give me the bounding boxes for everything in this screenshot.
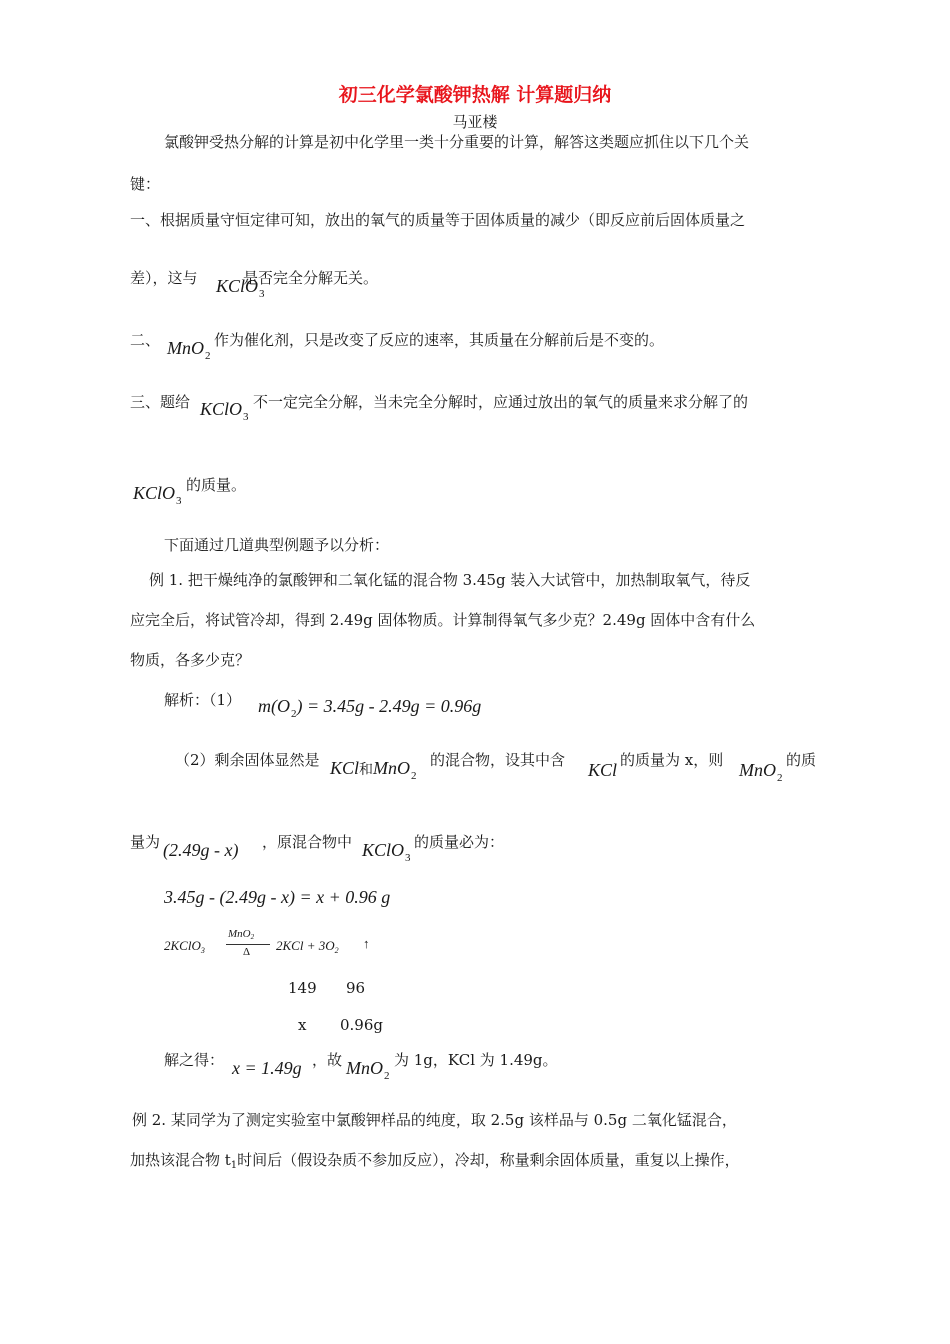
example-2-line-2: 加热该混合物 $t_1$时间后（假设杂质不参加反应），冷却，称量剩余固体质量，重复以上操作， <box>130 1151 740 1171</box>
step-2-end: 的质 <box>786 751 817 769</box>
reaction-arrow-line <box>226 944 270 945</box>
step-2-mass-x: 的质量为 x，则 <box>620 751 724 769</box>
formula-mno2: MnO$_2$ <box>167 338 211 362</box>
ratio-x: x <box>298 1016 307 1034</box>
formula-mno2: MnO$_2$ <box>346 1058 390 1082</box>
step-3-middle: ，原混合物中 <box>262 833 353 851</box>
ratio-96: 96 <box>346 979 366 997</box>
step-2-start: （2）剩余固体显然是 <box>175 751 320 769</box>
ratio-149: 149 <box>288 979 317 997</box>
catalyst-mno2: MnO2 <box>228 928 255 941</box>
formula-kclo3: KClO$_3$ <box>362 840 411 864</box>
formula-kcl-and-mno2: KCl和MnO$_2$ <box>330 758 417 782</box>
point-1-line-1: 一、根据质量守恒定律可知，放出的氧气的质量等于固体质量的减少（即反应前后固体质量之 <box>130 211 746 229</box>
expression-mno2-mass: (2.49g - x) <box>163 840 239 860</box>
solution-result: 为 1g，KCl 为 1.49g。 <box>394 1051 558 1069</box>
step-3-end: 的质量必为： <box>414 833 505 851</box>
equation-oxygen-mass: $m(O_2) = 3.45g - 2.49g = 0.96g$ <box>258 696 482 720</box>
example-1-line-3: 物质，各多少克？ <box>130 651 251 669</box>
step-3-start: 量为 <box>130 833 161 851</box>
formula-mno2: MnO$_2$ <box>739 760 783 784</box>
point-1-line-2-start: 差），这与 <box>130 269 198 287</box>
intro-line-1: 氯酸钾受热分解的计算是初中化学里一类十分重要的计算，解答这类题应抓住以下几个关 <box>164 133 750 151</box>
ratio-0-96g: 0.96g <box>340 1016 384 1034</box>
formula-kcl: KCl <box>588 760 618 780</box>
point-1-line-2-end: 是否完全分解无关。 <box>243 269 379 287</box>
analysis-label: 解析：（1） <box>164 691 242 709</box>
point-3-label: 三、题给 <box>130 393 191 411</box>
reactant-kclo3: 2KClO$_3$ <box>164 938 205 955</box>
lead-text: 下面通过几道典型例题予以分析： <box>164 536 390 554</box>
solution-therefore: ，故 <box>312 1051 343 1069</box>
point-2-label: 二、 <box>130 331 161 349</box>
solution-equation: x = 1.49g <box>232 1058 302 1078</box>
author-name: 马亚楼 <box>452 113 498 131</box>
heat-symbol: Δ <box>243 946 251 958</box>
example-1-line-2: 应完全后，将试管冷却，得到 2.49g 固体物质。计算制得氧气多少克？2.49g 固体中含有什么 <box>130 611 756 629</box>
step-2-middle: 的混合物，设其中含 <box>430 751 566 769</box>
formula-kclo3: KClO$_3$ <box>216 276 265 300</box>
products: $2KCl + 3O_2$ <box>276 938 339 955</box>
point-2-text: 作为催化剂，只是改变了反应的速率，其质量在分解前后是不变的。 <box>214 331 665 349</box>
equation-mass-balance: 3.45g - (2.49g - x) = x + 0.96 g <box>164 887 391 907</box>
point-3-end: 的质量。 <box>186 476 247 494</box>
solution-label: 解之得： <box>164 1051 225 1069</box>
formula-kclo3: KClO$_3$ <box>200 399 249 423</box>
example-2-line-1: 例 2. 某同学为了测定实验室中氯酸钾样品的纯度，取 2.5g 该样品与 0.5g 二氧化锰混合， <box>132 1111 737 1129</box>
gas-arrow-icon: ↑ <box>363 936 370 951</box>
document-title: 初三化学氯酸钾热解 计算题归纳 <box>338 84 612 106</box>
point-3-text: 不一定完全分解，当未完全分解时，应通过放出的氧气的质量来求分解了的 <box>253 393 749 411</box>
intro-line-2: 键： <box>130 175 161 193</box>
example-1-line-1: 例 1. 把干燥纯净的氯酸钾和二氧化锰的混合物 3.45g 装入大试管中，加热制取氧气，待反 <box>149 571 751 589</box>
formula-kclo3: KClO$_3$ <box>133 483 182 507</box>
